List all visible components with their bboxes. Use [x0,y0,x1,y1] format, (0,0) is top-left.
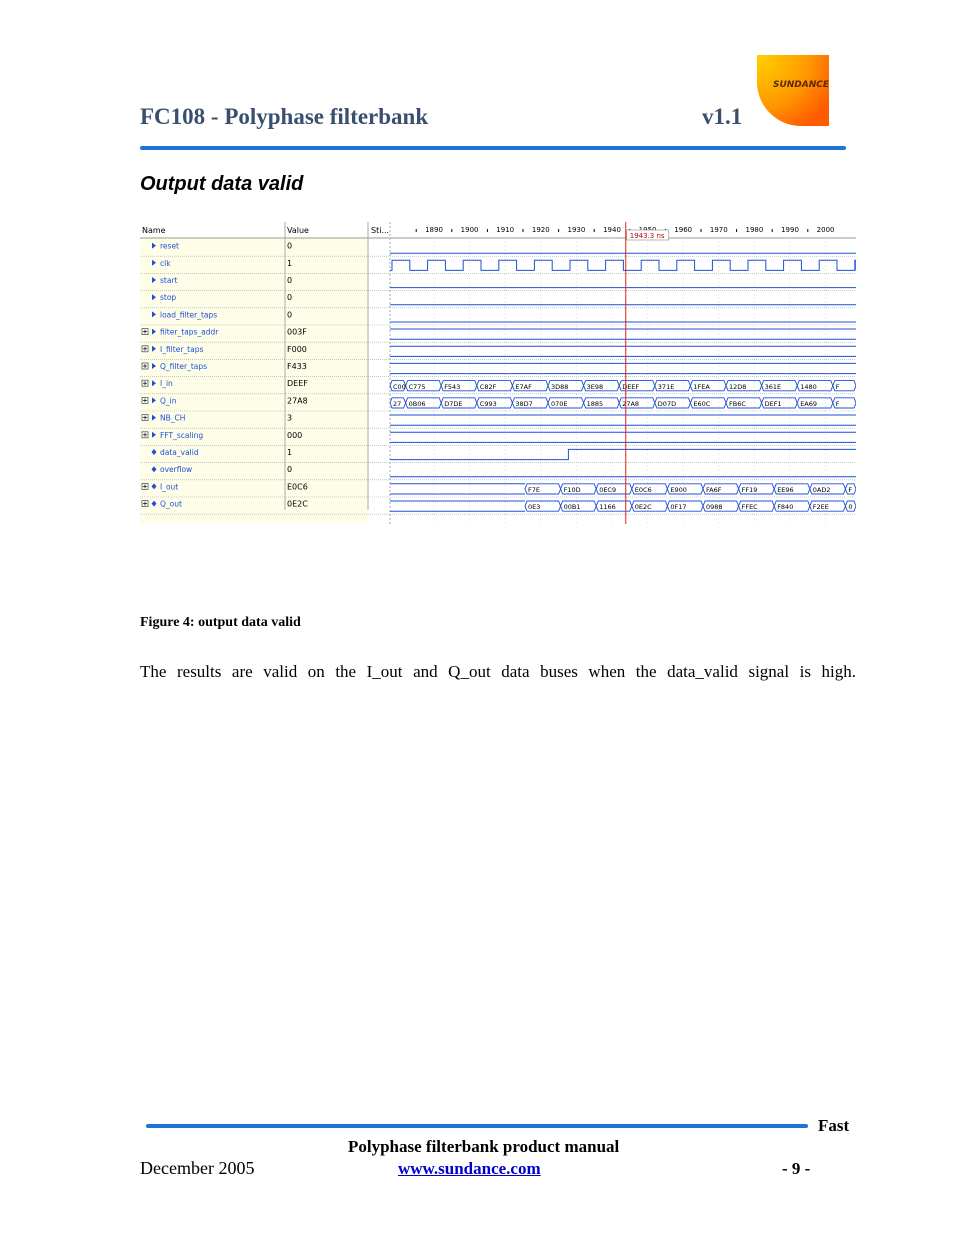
time-tick-label: 1960 [674,226,693,234]
time-tick-label: 1940 [603,226,621,234]
footer-date: December 2005 [140,1158,255,1178]
signal-name: FFT_scaling [160,430,204,440]
time-tick-label: 1980 [745,226,764,234]
wave-bus-value: D7DE [444,400,463,408]
wave-bus-value: 3D88 [551,382,569,391]
wave-bus-value: 1480 [800,382,817,391]
wave-bus-value: EE96 [777,486,794,494]
wave-bus-value: FF19 [741,486,758,494]
time-tick-label: 1920 [531,226,550,234]
signal-name: I_out [160,482,179,492]
signal-value: 0 [287,276,293,285]
wave-bus-value: 0 [848,503,853,512]
wave-bus-value: 1166 [599,503,616,512]
wave-bus-value: 0B06 [408,400,426,408]
signal-value: 0 [287,293,293,303]
signal-name: load_filter_taps [160,310,218,320]
signal-value: 003F [287,327,307,337]
signal-value: 0 [287,310,293,320]
wave-bus-value: C82F [479,382,497,391]
signal-value: 3 [287,413,293,423]
wave-bus-value: 27 [393,400,402,408]
wave-bus-value: FA6F [706,486,722,494]
signal-value: 000 [287,430,303,440]
wave-bus-value: E900 [670,486,687,494]
wave-bus-value: FFEC [741,503,758,512]
signal-value: 1 [287,258,293,268]
signal-value: 1 [287,448,293,457]
wave-bus-value: 12D8 [729,382,747,391]
signal-name: I_in [160,379,173,389]
body-paragraph: The results are valid on the I_out and Q_out data buses when the data_valid signal is high. [140,662,856,681]
signal-name: Q_filter_taps [160,362,208,371]
wave-bus-value: 361E [764,382,782,391]
wave-bus-value: C775 [408,382,426,391]
wave-bus-value: 1FEA [693,382,710,391]
footer-page-number: - 9 - [782,1159,811,1178]
wave-bus-value: 0AD2 [812,486,831,494]
figure-caption: Figure 4: output data valid [140,615,301,630]
signal-name: Q_out [160,499,182,509]
wave-bus-value: F [835,382,840,391]
wave-bus-value: C00 [393,382,406,391]
signal-name: clk [160,258,171,268]
wave-bus-value: 1885 [586,400,604,408]
wave-bus-value: E60C [693,400,711,408]
wave-bus-value: EA69 [800,400,818,408]
signal-value: 0 [287,241,293,251]
signal-name: data_valid [160,448,199,457]
wave-bus-value: F [848,486,853,494]
wave-bus-value: FB6C [729,400,746,408]
signal-name: stop [160,293,177,303]
cursor-time-label: 1943.3 ns [629,232,665,240]
wave-bus-value: F [835,400,840,408]
footer-rule [146,1124,808,1128]
signal-name: Q_in [160,396,177,406]
wave-bus-value: C993 [479,400,497,408]
footer-fast: Fast [818,1116,850,1135]
wave-bus-value: E7AF [515,382,532,391]
wave-bus-value: 0E3 [528,503,541,512]
wave-bus-value: 371E [657,382,675,391]
signal-value: E0C6 [287,482,308,492]
wave-bus-value: 00B1 [563,503,581,512]
document-title: FC108 - Polyphase filterbank [140,104,429,129]
signal-name: reset [160,241,179,251]
wave-bus-value: 38D7 [515,400,533,408]
footer-manual-title: Polyphase filterbank product manual [348,1137,620,1156]
signal-value: DEEF [287,379,308,389]
wave-bus-value: F2EE [812,503,829,512]
signal-value: F000 [287,344,307,354]
wave-bus-value: 070E [551,400,568,408]
signal-name: filter_taps_addr [160,327,219,337]
wave-bus-value: F543 [444,382,461,391]
signal-name: I_filter_taps [160,344,204,354]
wave-bus-value: 0EC9 [599,486,617,494]
column-header-name: Name [142,226,166,235]
signal-name: NB_CH [160,413,186,423]
logo-text: SUNDANCE [772,80,829,90]
sundance-logo [757,55,829,126]
time-tick-label: 1900 [460,226,479,234]
wave-bus-value: F10D [563,486,581,494]
wave-bus-value: 0988 [706,503,723,512]
wave-bus-value: 0F17 [670,503,687,512]
signal-value: F433 [287,362,307,371]
wave-bus-value: 0E2C [634,503,652,512]
signal-name: overflow [160,465,193,475]
waveform-viewer [140,218,856,524]
wave-clock [390,260,856,270]
wave-bus-value: 3E98 [586,382,604,391]
wave-data-valid [390,449,856,459]
signal-value: 27A8 [287,396,308,406]
time-tick-label: 2000 [816,226,835,234]
wave-bus-value: F840 [777,503,794,512]
wave-bus-value: F7E [528,486,540,494]
time-tick-label: 1910 [496,226,515,234]
document-version: v1.1 [702,104,743,129]
signal-name: start [160,276,178,285]
signal-value: 0E2C [287,499,308,509]
time-tick-label: 1970 [709,226,728,234]
column-header-value: Value [287,226,309,235]
wave-bus-value: 27A8 [622,400,640,408]
wave-bus-value: E0C6 [634,486,652,494]
signal-value: 0 [287,465,293,475]
section-heading: Output data valid [140,173,304,195]
time-tick-label: 1990 [781,226,799,234]
column-header-stimulus: Sti... [371,226,390,235]
wave-bus-value: D07D [657,400,677,408]
time-tick-label: 1930 [567,226,586,234]
footer-url-link[interactable]: www.sundance.com [398,1159,541,1178]
time-tick-label: 1890 [425,226,443,234]
header-rule [140,146,846,150]
wave-bus-value: DEEF [622,382,640,391]
wave-bus-value: DEF1 [764,400,782,408]
